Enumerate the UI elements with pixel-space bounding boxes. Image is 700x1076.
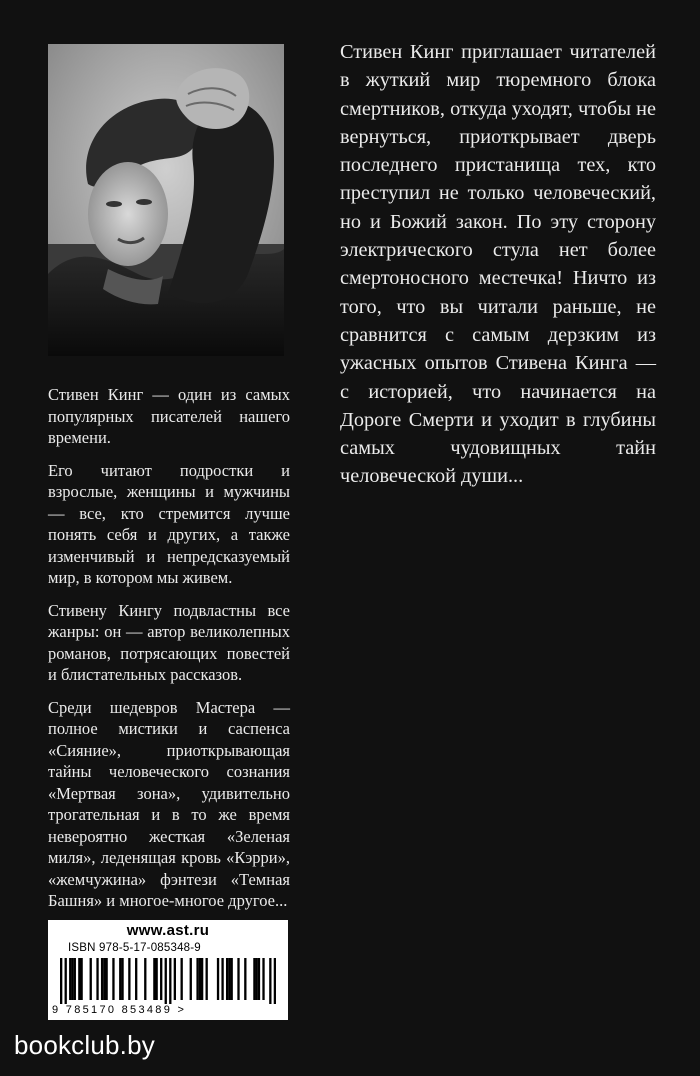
barcode-bar xyxy=(78,958,80,1000)
barcode-bar xyxy=(60,958,62,1004)
barcode-panel xyxy=(48,920,288,1020)
barcode-bar xyxy=(228,958,230,1000)
barcode-bar xyxy=(80,958,82,1000)
bio-paragraph: Стивену Кингу подвластны все жанры: он — автор великолепных романов, потрясающих повестей и блистательных рассказов. xyxy=(48,600,290,684)
barcode-bar xyxy=(231,958,233,1000)
barcode-bar xyxy=(253,958,255,1000)
barcode-bar xyxy=(103,958,105,1000)
bio-paragraph: Среди шедевров Мастера — полное мистики и саспенса «Сияние», приоткрывающая тайны человеческого сознания «Мертвая зона», удивительно трогательная и в то же время невероятно жесткая «Зеленая миля», леденящая кровь «Кэрри», «жемчужина» фэнтези «Темная Башня» и многое-многое другое... xyxy=(48,697,290,910)
bio-paragraph: Его читают подростки и взрослые, женщины и мужчины — все, кто стремится лучше понять себя и других, а также изменчивый и непредсказуемый мир, в котором мы живем. xyxy=(48,460,290,587)
barcode-bar xyxy=(174,958,176,1000)
barcode-bar xyxy=(74,958,76,1000)
barcode-bar xyxy=(90,958,92,1000)
barcode-bar xyxy=(153,958,155,1000)
bio-paragraph: Стивен Кинг — один из самых популярных писателей нашего времени. xyxy=(48,385,290,447)
barcode-digits: 9 785170 853489 > xyxy=(52,1004,187,1016)
barcode-bar xyxy=(226,958,228,1000)
blurb-text: Стивен Кинг приглашает читателей в жуткий мир тюремного блока смертников, откуда уходят, чтобы не вернуться, приоткрывает дверь последнего пристанища тех, кто преступил не только человеческий, но и Божий закон. По эту сторону электрического стула нет более смертоносного местечка! Ничто из того, что вы читали раньше, не сравнится с самым дерзким из ужасных опытов Стивена Кинга — с историей, что начинается на Дороге Смерти и уходит в глубины самых чудовищных тайн человеческой души... xyxy=(340,41,656,488)
barcode-bar xyxy=(144,958,146,1000)
barcode-bar xyxy=(160,958,162,1000)
barcode-bar xyxy=(256,958,258,1000)
barcode-bar xyxy=(105,958,107,1000)
barcode-bar xyxy=(221,958,223,1000)
barcode-bar xyxy=(274,958,276,1004)
barcode-bar xyxy=(237,958,239,1000)
barcode-bar xyxy=(135,958,137,1000)
barcode-bar xyxy=(169,958,171,1004)
barcode-bar xyxy=(206,958,208,1000)
barcode-bar xyxy=(196,958,198,1000)
barcode-bar xyxy=(69,958,71,1000)
barcode-bar xyxy=(155,958,157,1000)
isbn-label: ISBN 978-5-17-085348-9 xyxy=(68,942,201,954)
barcode-bar xyxy=(262,958,264,1000)
publisher-website: www.ast.ru xyxy=(126,922,210,939)
barcode-bar xyxy=(190,958,192,1000)
author-bio xyxy=(48,384,290,923)
author-photo xyxy=(48,44,284,356)
barcode-bar xyxy=(181,958,183,1000)
barcode-bar xyxy=(119,958,121,1000)
barcode-bars xyxy=(60,958,276,1004)
watermark-text: bookclub.by xyxy=(14,1030,155,1060)
barcode-bar xyxy=(71,958,73,1000)
author-photo-image xyxy=(48,44,284,356)
barcode-bar xyxy=(121,958,123,1000)
barcode-bar xyxy=(199,958,201,1000)
barcode-bar xyxy=(65,958,67,1004)
barcode-bar xyxy=(217,958,219,1000)
barcode-bar xyxy=(96,958,98,1000)
barcode-bar xyxy=(101,958,103,1000)
barcode-bar xyxy=(269,958,271,1004)
book-blurb xyxy=(340,38,656,491)
barcode-bar xyxy=(244,958,246,1000)
barcode-bar xyxy=(258,958,260,1000)
barcode-bar xyxy=(201,958,203,1000)
barcode-bar xyxy=(128,958,130,1000)
barcode-bar xyxy=(165,958,167,1004)
barcode-bar xyxy=(112,958,114,1000)
